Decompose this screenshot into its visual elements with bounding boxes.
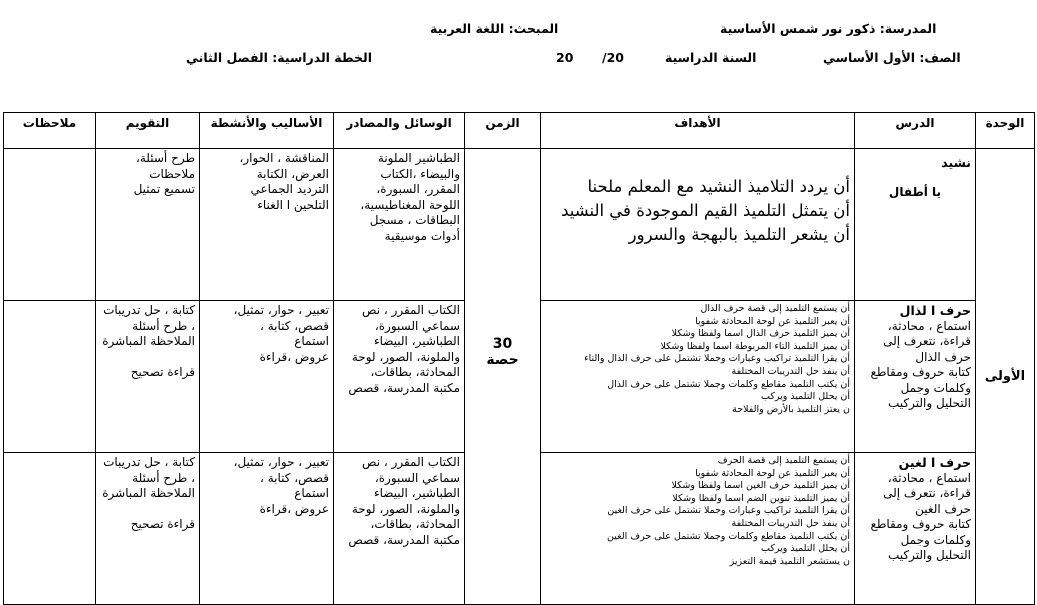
evaluation-line: الملاحظة المباشرة [102,486,195,500]
objective-line: أن يستمع التلميذ إلى قصة الحرف [717,455,850,466]
tool-line: الطباشير الملونة [377,151,460,165]
objective-line: أن ينفذ حل التدريبات المختلفة [731,517,850,529]
evaluation-cell [96,301,200,453]
evaluation-line: ، طرح أسئلة [132,318,195,333]
header-evaluation: التقويم [96,113,200,149]
tool-line: أدوات موسيقية [384,228,460,243]
evaluation-cell [96,453,200,605]
methods-cell [200,453,334,605]
notes-cell [4,301,96,453]
method-line: التلحين ا الغناء [257,197,329,212]
lesson-line: كتابة حروف ومقاطع [870,365,971,379]
tool-line: اللوحة المغناطيسية، [360,197,460,212]
tool-line: الكتاب المقرر ، نص [362,455,460,469]
tool-line: المحادثة، بطاقات، [370,517,460,531]
time-unit: حصة [486,352,519,368]
objective-line: أن يحلل التلميذ ويركب [760,543,850,555]
objective-line: أن يتمثل التلميذ القيم الموجودة في النشيد [561,201,850,220]
objective-line: ن يستشعر التلميذ قيمة التعزيز [729,555,850,567]
method-line: تعبير ، حوار، تمثيل، [233,303,329,317]
lesson-cell [855,301,976,453]
objectives-cell [541,301,855,453]
method-line: استماع [294,486,329,500]
objective-line: أن يكتب التلميذ مقاطع وكلمات وجملا تشتمل على حرف الغين [607,530,850,542]
plan-label: الخطة الدراسية: الفصل الثاني [186,50,373,65]
objective-line: أن يردد التلاميذ النشيد مع المعلم ملحنا [587,177,850,196]
unit-cell: الأولى [976,149,1035,605]
lesson-line: وكلمات وجمل [900,532,971,547]
tool-line: والملونة، الصور، لوحة [351,349,460,364]
objective-line: أن يقرا التلميذ تراكيب وعبارات وجملا تشتمل على حرف الغين [607,505,850,517]
grade-label: الصف: الأول الأساسي [823,50,961,65]
lesson-line: قراءة، نتعرف إلى [883,334,971,348]
table-header-row [4,113,1035,149]
objective-line: أن يحلل التلميذ ويركب [760,391,850,403]
tools-cell [334,149,465,301]
objective-line: أن يميز التلميذ حرف الغين اسما ولفظا وشكلا [671,480,850,492]
method-line: قصص، كتابة ، [260,318,329,333]
evaluation-line: الملاحظة المباشرة [102,334,195,348]
objective-line: ن يعتز التلميذ بالأرض والفلاحة [732,403,850,415]
tool-line: الطباشير، البيضاء [373,334,460,348]
school-label: المدرسة: ذكور نور شمس الأساسية [720,21,937,36]
methods-cell [200,149,334,301]
objective-line: أن يشعر التلميذ بالبهجة والسرور [628,225,850,244]
tool-line: سماعي السبورة، [374,318,460,333]
year-label: السنة الدراسية [665,50,757,65]
objective-line: أن يكتب التلميذ مقاطع وكلمات وجملا تشتمل على حرف الذال [607,378,850,390]
evaluation-line: قراءة تصحيح [130,365,195,379]
method-line: استماع [294,334,329,348]
lesson-cell [855,149,976,301]
time-value: 30 [492,336,513,352]
study-plan-table [3,112,1035,605]
objective-line: أن يميز التلميذ حرف الذال اسما ولفظا وشكلا [671,328,850,340]
objective-line: أن يقرا التلميذ تراكيب وعبارات وجملا تشتمل على حرف الذال والتاء [584,353,850,365]
tool-line: والبيضاء ،الكتاب [380,166,460,181]
tools-cell [334,453,465,605]
objective-line: أن يعبر التلميذ عن لوحة المحادثة شفويا [695,315,850,327]
evaluation-line: كتابة ، حل تدريبات [103,455,195,469]
lesson-line: كتابة حروف ومقاطع [870,517,971,531]
method-line: عروض ،قراءة [259,349,329,364]
tools-cell [334,301,465,453]
objectives-cell [541,453,855,605]
header-methods: الأساليب والأنشطة [200,113,334,149]
tool-line: الطباشير، البيضاء [373,486,460,500]
method-line: العرض، الكتابة [256,166,329,181]
objective-line: أن يعبر التلميذ عن لوحة المحادثة شفويا [695,467,850,479]
lesson-title: حرف ا لذال [899,303,971,318]
notes-cell [4,453,96,605]
objective-line: أن ينفذ حل التدريبات المختلفة [731,365,850,377]
header-time: الزمن [465,113,541,149]
objective-line: أن يميز التلميذ التاء المربوطة اسما ولفظا وشكلا [660,340,850,352]
methods-cell [200,301,334,453]
evaluation-line: ملاحظات [149,166,195,181]
header-tools: الوسائل والمصادر [334,113,465,149]
method-line: عروض ،قراءة [259,501,329,516]
evaluation-line: تسميع تمثيل [133,182,195,196]
lesson-cell [855,453,976,605]
tool-line: سماعي السبورة، [374,470,460,485]
tool-line: البطاقات ، مسجل [369,213,460,227]
evaluation-line: قراءة تصحيح [130,517,195,531]
evaluation-line: ، طرح أسئلة [132,470,195,485]
tool-line: والملونة، الصور، لوحة [351,501,460,516]
tool-line: المقرر، السبورة، [376,182,460,196]
lesson-subtitle: يا أطفال [888,184,942,199]
table-row [4,149,1035,301]
year-value-a: 20/ [602,50,624,65]
lesson-line: وكلمات وجمل [900,380,971,395]
year-value-b: 20 [556,50,574,65]
objective-line: أن يستمع التلميذ إلى قصة حرف الذال [700,303,850,314]
lesson-line: التحليل والتركيب [888,548,971,562]
method-line: المناقشة ، الحوار، [239,151,329,165]
header-lesson: الدرس [855,113,976,149]
header-objectives: الأهداف [541,113,855,149]
tool-line: مكتبة المدرسة، قصص [348,532,460,547]
lesson-line: قراءة، نتعرف إلى [883,486,971,500]
tool-line: الكتاب المقرر ، نص [362,303,460,317]
lesson-line: استماع ، محادثة، [887,318,971,333]
lesson-line: التحليل والتركيب [888,396,971,410]
lesson-title: نشيد [941,155,971,170]
notes-cell [4,149,96,301]
evaluation-line: طرح أسئلة، [135,151,195,165]
objective-line: أن يميز التلميذ تنوين الضم اسما ولفظا وشكلا [672,492,850,504]
time-cell [465,149,541,605]
objectives-cell [541,149,855,301]
tool-line: المحادثة، بطاقات، [370,365,460,379]
evaluation-line [100,350,195,366]
lesson-line: استماع ، محادثة، [887,470,971,485]
lesson-line: حرف الذال [915,349,971,364]
evaluation-line [100,502,195,518]
header-unit: الوحدة [976,113,1035,149]
method-line: تعبير ، حوار، تمثيل، [233,455,329,469]
lesson-line: حرف الغين [915,501,971,516]
evaluation-line: كتابة ، حل تدريبات [103,303,195,317]
lesson-title: حرف ا لغين [898,455,971,470]
evaluation-cell [96,149,200,301]
method-line: قصص، كتابة ، [260,470,329,485]
method-line: الترديد الجماعي [250,182,329,196]
subject-label: المبحث: اللغة العربية [430,21,559,36]
header-notes: ملاحظات [4,113,96,149]
tool-line: مكتبة المدرسة، قصص [348,380,460,395]
